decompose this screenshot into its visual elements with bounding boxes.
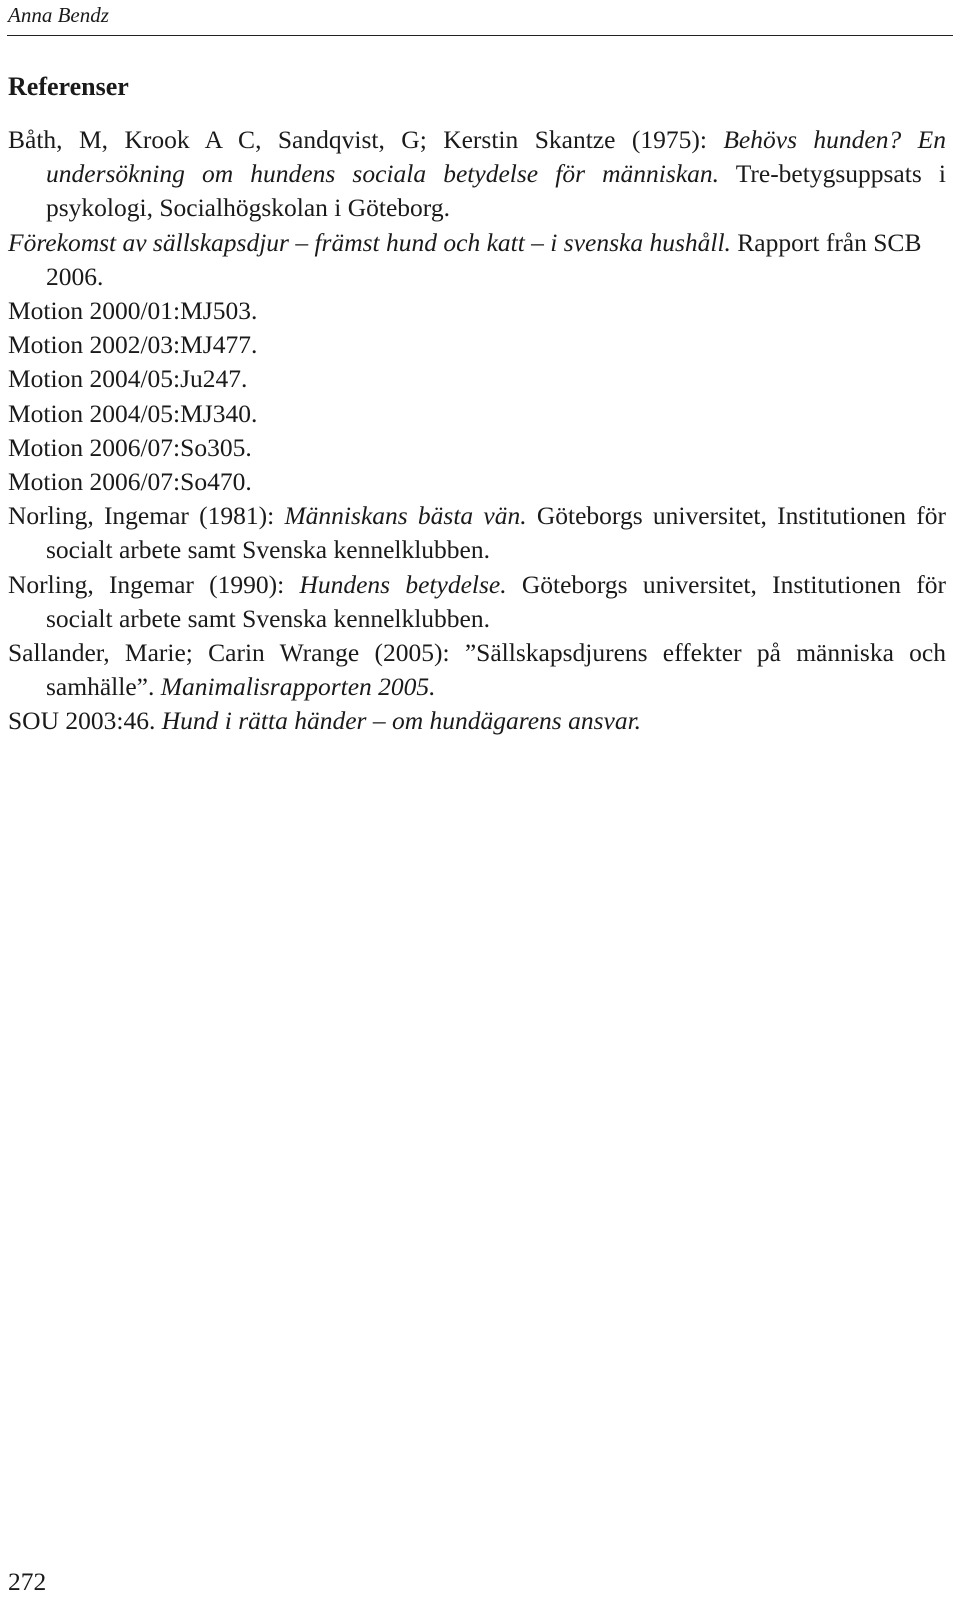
reference-authors: Motion 2002/03:MJ477. [8, 330, 258, 360]
reference-list [8, 123, 946, 739]
reference-item [8, 362, 946, 396]
reference-authors: Motion 2000/01:MJ503. [8, 296, 258, 326]
reference-title: Hund i rätta händer – om hundägarens ansvar. [161, 706, 642, 736]
reference-title: Förekomst av sällskapsdjur – främst hund och katt – i svenska hushåll. [8, 227, 731, 257]
reference-authors: Motion 2004/05:Ju247. [8, 364, 248, 394]
reference-item [8, 328, 946, 362]
reference-authors: Båth, M, Krook A C, Sandqvist, G; Kerstin Skantze (1975): [8, 125, 724, 154]
reference-item [8, 499, 946, 567]
reference-item [8, 294, 946, 328]
reference-authors: Motion 2006/07:So470. [8, 467, 252, 497]
reference-item [8, 636, 946, 704]
page-number: 272 [8, 1567, 47, 1596]
reference-item [8, 431, 946, 465]
reference-authors: Motion 2004/05:MJ340. [8, 398, 258, 428]
reference-title: Manimalisrapporten 2005. [160, 672, 436, 702]
reference-item [8, 465, 946, 499]
reference-authors: Motion 2006/07:So305. [8, 432, 252, 462]
reference-item [8, 123, 946, 226]
header-rule [7, 35, 953, 36]
reference-source: Rapport från SCB 2006. [46, 227, 922, 291]
reference-authors: Norling, Ingemar (1990): [8, 569, 300, 599]
reference-title: Behövs hunden? En undersökning om hundens sociala betydelse för människan. [46, 125, 946, 189]
reference-source: Göteborgs universitet, Institutionen för socialt arbete samt Svenska kennelklubben. [46, 501, 946, 565]
reference-item [8, 226, 946, 294]
reference-item [8, 397, 946, 431]
reference-item [8, 568, 946, 636]
reference-authors: Sallander, Marie; Carin Wrange (2005): ”Sällskapsdjurens effekter på människa och samhälle”. [8, 638, 946, 702]
reference-authors: Norling, Ingemar (1981): [8, 501, 285, 531]
reference-source: Tre-betygsuppsats i psykologi, Socialhögskolan i Göteborg. [46, 159, 946, 223]
section-title: Referenser [8, 72, 129, 101]
reference-title: Människans bästa vän. [284, 501, 527, 531]
reference-source: Göteborgs universitet, Institutionen för socialt arbete samt Svenska kennelklubben. [46, 569, 946, 633]
reference-authors: SOU 2003:46. [8, 706, 162, 736]
reference-title: Hundens betydelse. [299, 569, 507, 599]
running-head-author: Anna Bendz [8, 3, 109, 27]
reference-item [8, 704, 946, 738]
